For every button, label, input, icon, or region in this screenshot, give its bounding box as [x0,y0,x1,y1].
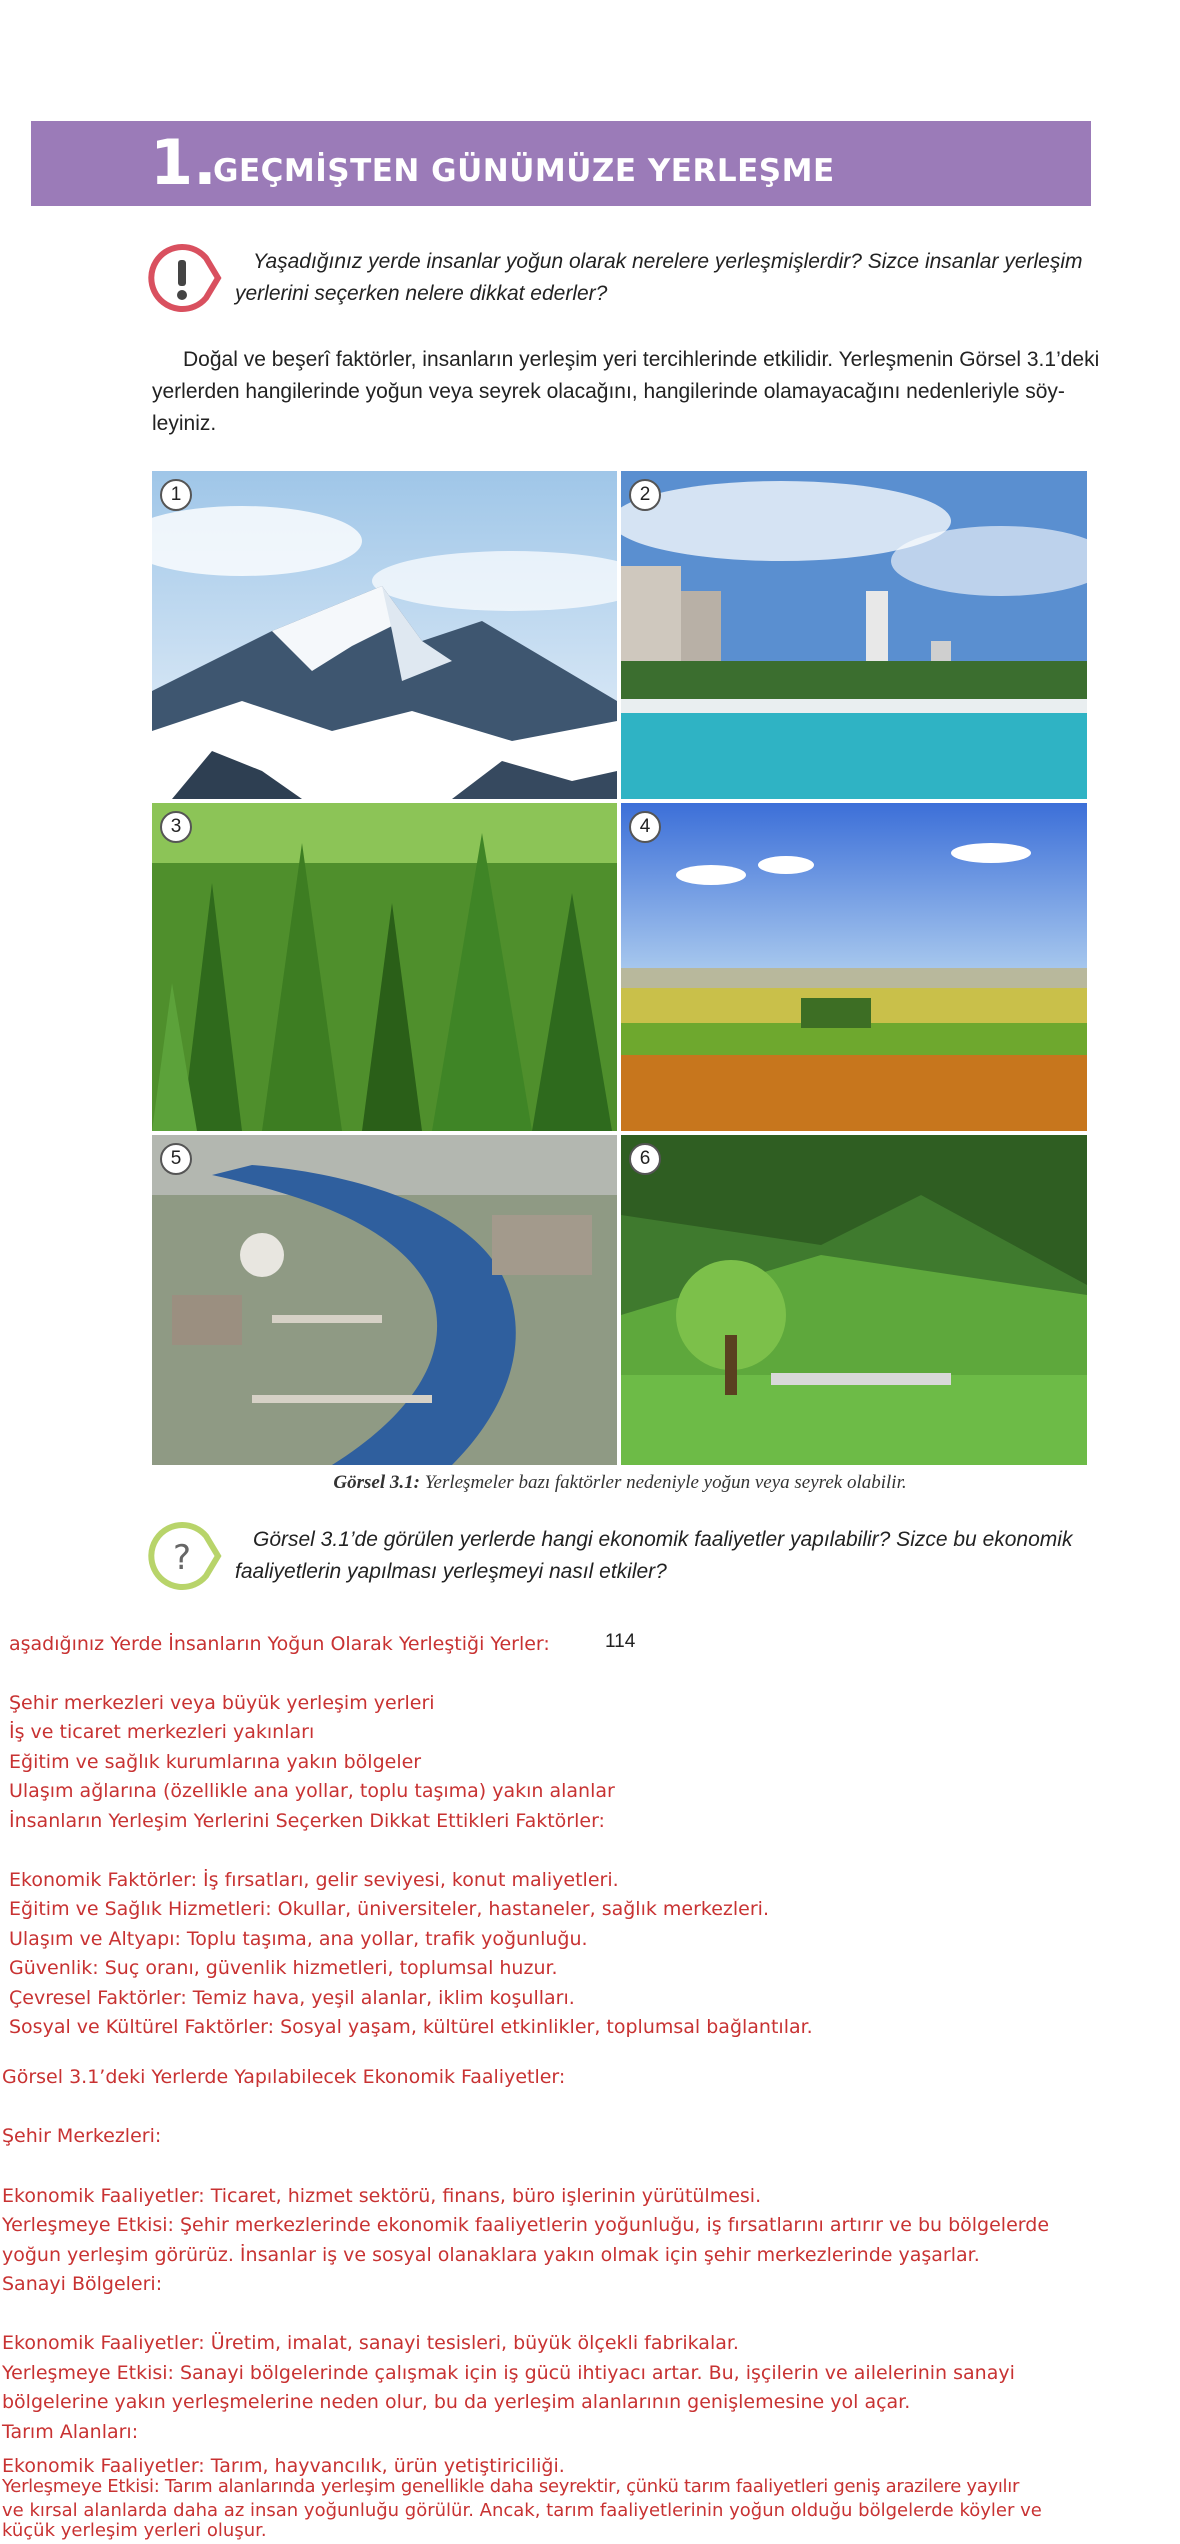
answer-line: Görsel 3.1’deki Yerlerde Yapılabilecek Ekonomik Faaliyetler: [2,2066,566,2088]
intro-line-2: yerlerden hangilerinde yoğun veya seyrek olacağını, hangilerinde olamayacağını nedenleriyle söy- [152,380,1065,403]
answer-line: Eğitim ve sağlık kurumlarına yakın bölgeler [9,1751,422,1773]
section-title: GEÇMİŞTEN GÜNÜMÜZE YERLEŞME [213,153,835,189]
answer-line: İnsanların Yerleşim Yerlerini Seçerken Dikkat Ettikleri Faktörler: [9,1810,605,1832]
caption-label: Görsel 3.1: [333,1472,420,1493]
caption-text: Yerleşmeler bazı faktörler nedeniyle yoğun veya seyrek olabilir. [424,1472,907,1493]
answer-line: Ekonomik Faaliyetler: Üretim, imalat, sanayi tesisleri, büyük ölçekli fabrikalar. [2,2332,739,2354]
svg-text:?: ? [172,1538,192,1578]
photo-coastal-city [621,471,1087,799]
photo-river-city [152,1135,617,1465]
answer-line: Sosyal ve Kültürel Faktörler: Sosyal yaşam, kültürel etkinlikler, toplumsal bağlantılar. [9,2016,813,2038]
answer-line: Yerleşmeye Etkisi: Şehir merkezlerinde ekonomik faaliyetlerin yoğunluğu, iş fırsatlarını artırır ve bu bölgelerde [2,2214,1050,2236]
answer-line: Şehir Merkezleri: [2,2125,162,2147]
question-2: Görsel 3.1’de görülen yerlerde hangi ekonomik faaliyetler yapılabilir? Sizce bu ekonomik faaliyetlerin yapılması yerleşmeyi nasıl etkiler? [235,1528,1073,1583]
question-1: Yaşadığınız yerde insanlar yoğun olarak nerelere yerleşmişlerdir? Sizce insanlar yerleşim yerlerini seçerken nelere dikkat ederler? [235,250,1083,305]
photo-number: 1 [160,479,192,511]
photo-number: 5 [160,1143,192,1175]
answer-line: Ekonomik Faktörler: İş fırsatları, gelir seviyesi, konut maliyetleri. [9,1869,619,1891]
page-number: 114 [605,1631,636,1652]
answer-line: İş ve ticaret merkezleri yakınları [9,1721,315,1743]
answer-line: yoğun yerleşim görürüz. İnsanlar iş ve sosyal olanaklara yakın olmak için şehir merkezlerinde yaşarlar. [2,2244,980,2266]
answer-line: Eğitim ve Sağlık Hizmetleri: Okullar, üniversiteler, hastaneler, sağlık merkezleri. [9,1898,769,1920]
answer-line: Tarım Alanları: [2,2421,139,2443]
intro-line-1: Doğal ve beşerî faktörler, insanların yerleşim yeri tercihlerinde etkilidir. Yerleşmenin Görsel 3.1’deki [183,348,1100,371]
photo-number: 4 [629,811,661,843]
photo-plain-field [621,803,1087,1131]
answer-line: Ekonomik Faaliyetler: Tarım, hayvancılık, ürün yetiştiriciliği. [2,2455,565,2477]
exclamation-icon [148,243,222,313]
answer-line: ve kırsal alanlarda daha az insan yoğunluğu görülür. Ancak, tarım faaliyetlerinin yoğun olduğu bölgelerde köyler ve [2,2500,1042,2521]
answer-line: Çevresel Faktörler: Temiz hava, yeşil alanlar, iklim koşulları. [9,1987,575,2009]
photo-forest [152,803,617,1131]
question-mark-icon [148,1521,222,1591]
photo-snowy-mountain [152,471,617,799]
answer-line: Güvenlik: Suç oranı, güvenlik hizmetleri, toplumsal huzur. [9,1957,558,1979]
photo-number: 3 [160,811,192,843]
photo-green-valley [621,1135,1087,1465]
answer-line: Şehir merkezleri veya büyük yerleşim yerleri [9,1692,435,1714]
answer-line: Ulaşım ağlarına (özellikle ana yollar, toplu taşıma) yakın alanlar [9,1780,615,1802]
answer-line: aşadığınız Yerde İnsanların Yoğun Olarak Yerleştiği Yerler: [9,1633,550,1655]
photo-number: 6 [629,1143,661,1175]
answer-line: küçük yerleşim yerleri oluşur. [2,2520,267,2541]
answer-line: Sanayi Bölgeleri: [2,2273,163,2295]
figure-caption [150,1472,1090,1494]
answer-line: Yerleşmeye Etkisi: Tarım alanlarında yerleşim genellikle daha seyrektir, çünkü tarım faaliyetleri geniş arazilere yayılır [2,2476,1020,2497]
answer-line: Yerleşmeye Etkisi: Sanayi bölgelerinde çalışmak için iş gücü ihtiyacı artar. Bu, işçilerin ve ailelerinin sanayi [2,2362,1015,2384]
section-number: 1. [150,126,217,199]
answer-line: Ekonomik Faaliyetler: Ticaret, hizmet sektörü, finans, büro işlerinin yürütülmesi. [2,2185,762,2207]
photo-number: 2 [629,479,661,511]
intro-line-3: leyiniz. [152,412,217,435]
answer-line: Ulaşım ve Altyapı: Toplu taşıma, ana yollar, trafik yoğunluğu. [9,1928,588,1950]
answer-line: bölgelerine yakın yerleşmelerine neden olur, bu da yerleşim alanlarının genişlemesine yol açar. [2,2391,911,2413]
